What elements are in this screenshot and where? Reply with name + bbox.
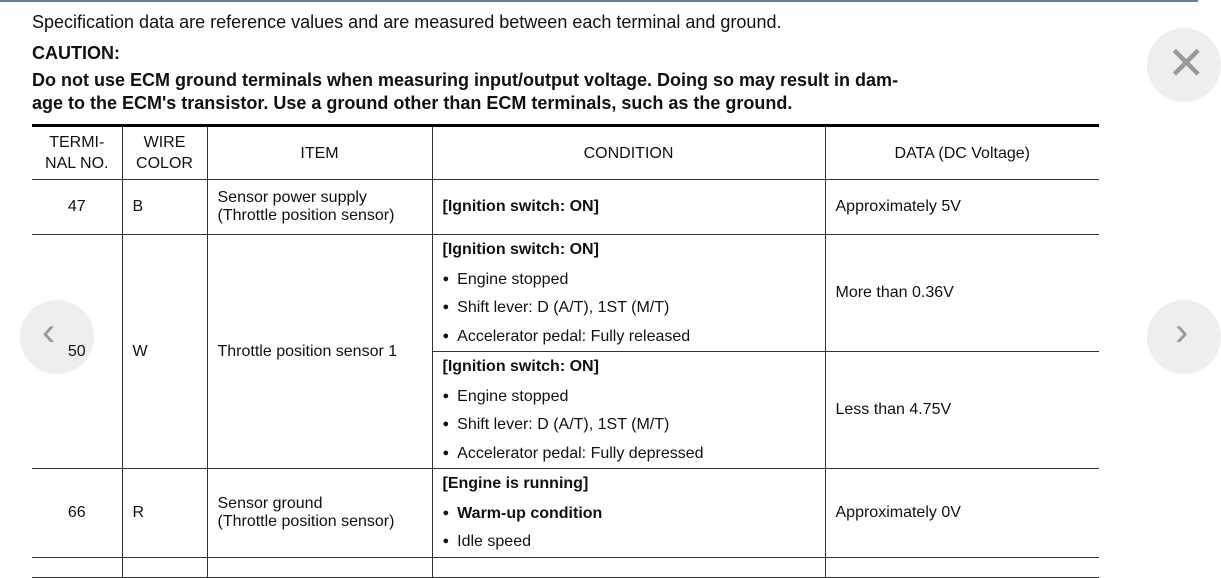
terminal-cell: 66 <box>32 469 122 558</box>
empty-cell <box>825 558 1099 578</box>
empty-cell <box>32 558 122 578</box>
condition-cell: [Ignition switch: ON] <box>432 180 825 235</box>
caution-line-2: age to the ECM's transistor. Use a ground other than ECM terminals, such as the ground. <box>32 93 793 113</box>
wire-cell: B <box>122 180 207 235</box>
table-header-row <box>32 126 1099 180</box>
header-condition: CONDITION <box>432 126 825 180</box>
condition-cell: [Ignition switch: ON] ● Engine stopped ● Shift lever: D (A/T), 1ST (M/T) ● Accelerator pedal: Fully released <box>432 235 825 352</box>
intro-text: Specification data are reference values and are measured between each terminal and ground. <box>32 12 782 32</box>
header-data: DATA (DC Voltage) <box>825 126 1099 180</box>
terminal-cell: 47 <box>32 180 122 235</box>
condition-cell: [Engine is running] ● Warm-up condition ● Idle speed <box>432 469 825 558</box>
header-item: ITEM <box>207 126 432 180</box>
table-row <box>32 469 1099 558</box>
wire-cell: W <box>122 235 207 469</box>
data-cell: More than 0.36V <box>825 235 1099 352</box>
wire-cell: R <box>122 469 207 558</box>
empty-cell <box>207 558 432 578</box>
caution-line-1: Do not use ECM ground terminals when measuring input/output voltage. Doing so may result in dam- <box>32 70 899 90</box>
data-cell: Approximately 5V <box>825 180 1099 235</box>
item-cell: Throttle position sensor 1 <box>207 235 432 469</box>
window-top-border <box>0 0 1198 2</box>
caution-title: CAUTION: <box>32 43 120 63</box>
table-row-partial <box>32 558 1099 578</box>
header-terminal: TERMI- NAL NO. <box>32 126 122 180</box>
close-button[interactable] <box>1147 28 1221 102</box>
chevron-right-icon: › <box>1175 310 1189 354</box>
table-row <box>32 235 1099 352</box>
data-cell: Less than 4.75V <box>825 352 1099 469</box>
chevron-left-icon: ‹ <box>42 310 56 354</box>
item-cell: Sensor ground (Throttle position sensor) <box>207 469 432 558</box>
header-wire-color: WIRE COLOR <box>122 126 207 180</box>
empty-cell <box>432 558 825 578</box>
condition-cell: [Ignition switch: ON] ● Engine stopped ● Shift lever: D (A/T), 1ST (M/T) ● Accelerator pedal: Fully depressed <box>432 352 825 469</box>
next-button[interactable] <box>1147 300 1221 374</box>
close-icon: ✕ <box>1167 37 1206 89</box>
item-cell: Sensor power supply (Throttle position sensor) <box>207 180 432 235</box>
empty-cell <box>122 558 207 578</box>
terminal-cell: 50 <box>32 235 122 469</box>
table-row <box>32 180 1099 235</box>
terminal-spec-table <box>32 124 1099 578</box>
data-cell: Approximately 0V <box>825 469 1099 558</box>
